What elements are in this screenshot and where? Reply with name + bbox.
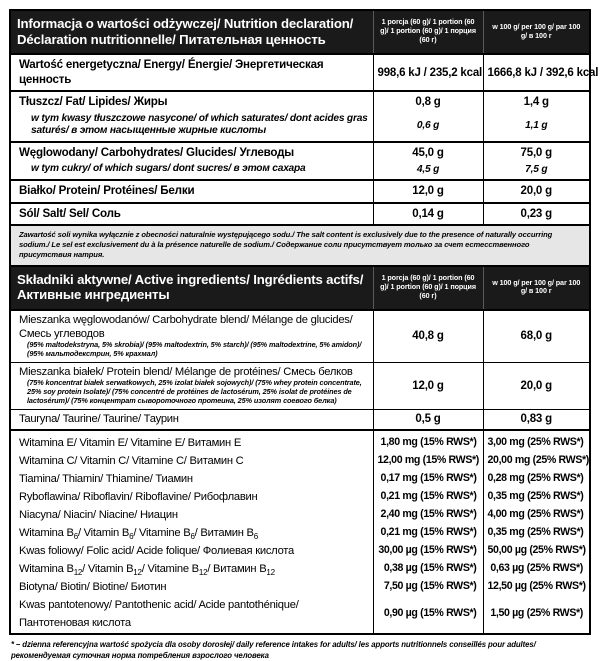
row-label: Wartość energetyczna/ Energy/ Énergie/ Энергетическая ценность: [19, 58, 324, 86]
row-label: Węglowodany/ Carbohydrates/ Glucides/ Углеводы: [19, 145, 294, 159]
vitamin-per100-value: 0,35 mg (25% RWS*): [487, 526, 584, 539]
vitamin-row: [11, 505, 589, 523]
vitamin-portion-value: 0,21 mg (15% RWS*): [373, 487, 483, 505]
footnote: * – dzienna referencyjna wartość spożycia dla osoby dorosłej/ daily reference intakes for adults/ les apports nutritionnels conseillés pour adultes/ рекомендуемая суточная норма потребления взрослого человека: [11, 640, 536, 660]
salt-note-cell: [11, 225, 589, 266]
subrow-portion-value: [373, 163, 483, 180]
nutrition-header-portion-cell: [373, 11, 483, 54]
vitamin-per100-value: 12,50 µg (25% RWS*): [487, 580, 586, 593]
row-portion-value: 45,0 g: [373, 142, 483, 163]
subrow-portion-text: 4,5 g: [416, 164, 440, 176]
vitamin-per100-value: 1,50 µg (25% RWS*): [490, 607, 583, 620]
vitamin-portion-value: 0,21 mg (15% RWS*): [373, 523, 483, 541]
vitamin-per100-value: 0,28 mg (25% RWS*): [487, 472, 584, 485]
subrow-per100-value: [483, 113, 589, 142]
row-portion-value: 0,14 g: [373, 203, 483, 225]
vitamin-label: Biotyna/ Biotin/ Biotine/ Биотин: [19, 581, 167, 594]
nutrition-header-title-cell: [11, 11, 373, 54]
active-header-row: [11, 266, 589, 310]
row-label-cell: [11, 362, 373, 409]
vitamin-label: Tiamina/ Thiamin/ Thiamine/ Тиамин: [19, 473, 193, 486]
vitamin-label: Kwas foliowy/ Folic acid/ Acide folique/ Фолиевая кислота: [19, 545, 295, 558]
vitamin-row: [11, 523, 589, 541]
vitamin-per100-value: 4,00 mg (25% RWS*): [487, 508, 584, 521]
vitamin-label: Niacyna/ Niacin/ Niacine/ Ниацин: [19, 509, 178, 522]
subrow-per100-text: 1,1 g: [525, 119, 548, 131]
table-row: [11, 91, 589, 112]
vitamin-label-cell: [11, 595, 373, 633]
vitamin-label-cell: [11, 559, 373, 577]
row-per100-value: 20,0 g: [483, 362, 589, 409]
row-per100-value: 68,0 g: [483, 310, 589, 362]
row-label: Białko/ Protein/ Protéines/ Белки: [19, 184, 195, 198]
vitamin-label-cell: [11, 451, 373, 469]
row-label: Tauryna/ Taurine/ Taurine/ Таурин: [19, 412, 179, 425]
table-subrow: [11, 163, 589, 180]
salt-note-row: [11, 225, 589, 266]
row-label: Tłuszcz/ Fat/ Lipides/ Жиры: [19, 95, 168, 109]
vitamin-label-cell: [11, 469, 373, 487]
subrow-label-cell: [11, 113, 373, 142]
active-header-title-cell: [11, 266, 373, 310]
row-per100-value: 20,0 g: [483, 180, 589, 202]
row-label: Sól/ Salt/ Sel/ Соль: [19, 206, 121, 220]
row-label-detail: (95% maltodekstryna, 5% skrobia)/ (95% maltodextrin, 5% starch)/ (95% maltodextrine, 5% amidon)/ (95% мальтодекстрин, 5% крахмал): [27, 340, 362, 358]
vitamin-label: Witamina E/ Vitamin E/ Vitamine E/ Витамин E: [19, 437, 242, 450]
row-label: Mieszanka białek/ Protein blend/ Mélange de protéines/ Смесь белков: [19, 365, 353, 378]
active-header-title: Składniki aktywne/ Active ingredients/ Ingrédients actifs/ Активные ингредиенты: [17, 271, 364, 303]
vitamin-label: Witamina C/ Vitamin C/ Vitamine C/ Витамин C: [19, 455, 244, 468]
row-portion-value: 12,0 g: [373, 362, 483, 409]
vitamin-label: Witamina $B_6/$ Vitamin $B_6/$ Vitamine $B_6/$ Витамин $B_6$: [19, 527, 258, 542]
row-per100-value: 1666,8 kJ / 392,6 kcal: [483, 54, 589, 91]
row-label: Mieszanka węglowodanów/ Carbohydrate blend/ Mélange de glucides/ Смесь углеводов: [19, 313, 353, 340]
subrow-portion-value: [373, 113, 483, 142]
table-row: [11, 310, 589, 362]
table-row: [11, 54, 589, 91]
nutrition-header-title: Informacja o wartości odżywczej/ Nutrition declaration/ Déclaration nutritionnelle/ Питательная ценность: [17, 16, 354, 47]
subrow-label: w tym cukry/ of which sugars/ dont sucres/ в этом сахара: [31, 163, 306, 175]
active-header-per100-cell: [483, 266, 589, 310]
row-label-cell: [11, 91, 373, 112]
vitamin-row: [11, 541, 589, 559]
row-label-cell: [11, 142, 373, 163]
vitamin-label-cell: [11, 430, 373, 451]
subrow-label: w tym kwasy tłuszczowe nasycone/ of which saturates/ dont acides gras saturés/ в этом насыщенные жирные кислоты: [31, 112, 368, 136]
row-portion-value: 0,8 g: [373, 91, 483, 112]
vitamin-row: [11, 451, 589, 469]
row-per100-value: 1,4 g: [483, 91, 589, 112]
vitamin-per100-value: 20,00 mg (25% RWS*): [487, 454, 589, 467]
subrow-label-cell: [11, 163, 373, 180]
table-row: [11, 362, 589, 409]
vitamin-portion-value: 2,40 mg (15% RWS*): [373, 505, 483, 523]
vitamin-per100-value: 0,35 mg (25% RWS*): [487, 490, 584, 503]
row-label-cell: [11, 54, 373, 91]
vitamin-label-cell: [11, 487, 373, 505]
nutrition-header-per100-label: w 100 g/ per 100 g/ par 100 g/ в 100 г: [492, 21, 581, 40]
salt-note-text: Zawartość soli wynika wyłącznie z obecności naturalnie występującego sodu./ The salt content is exclusively due to the presence of naturally occurring sodium./ Le sel est exclusivement du à la présence naturelle de sodium./ Содержание соли присутствует только за счет естесственного присутствия натрия.: [19, 230, 553, 259]
nutrition-label: [9, 9, 599, 635]
table-row: [11, 142, 589, 163]
vitamin-label-cell: [11, 505, 373, 523]
vitamin-portion-value: 30,00 µg (15% RWS*): [373, 541, 483, 559]
row-portion-value: 998,6 kJ / 235,2 kcal: [373, 54, 483, 91]
vitamin-label-cell: [11, 523, 373, 541]
vitamin-portion-value: 0,38 µg (15% RWS*): [373, 559, 483, 577]
row-portion-value: 0,5 g: [373, 409, 483, 430]
row-label-cell: [11, 180, 373, 202]
vitamin-portion-value: 0,90 µg (15% RWS*): [373, 595, 483, 633]
row-portion-value: 12,0 g: [373, 180, 483, 202]
active-header-portion-cell: [373, 266, 483, 310]
nutrition-header-per100-cell: [483, 11, 589, 54]
vitamin-label: Ryboflawina/ Riboflavin/ Riboflavine/ Рибофлавин: [19, 491, 258, 504]
row-label-cell: [11, 409, 373, 430]
vitamin-portion-value: 1,80 mg (15% RWS*): [373, 430, 483, 451]
vitamin-portion-value: 7,50 µg (15% RWS*): [373, 577, 483, 595]
row-portion-value: 40,8 g: [373, 310, 483, 362]
vitamin-label-cell: [11, 577, 373, 595]
nutrition-header-row: [11, 11, 589, 54]
row-label-cell: [11, 310, 373, 362]
row-per100-value: 0,83 g: [483, 409, 589, 430]
vitamin-row: [11, 577, 589, 595]
subrow-per100-text: 7,5 g: [525, 164, 548, 176]
table-row: [11, 203, 589, 225]
row-label-cell: [11, 203, 373, 225]
active-header-portion-label: 1 porcja (60 g)/ 1 portion (60 g)/ 1 portion (60 g)/ 1 порция (60 г): [380, 273, 476, 300]
table-subrow: [11, 113, 589, 142]
vitamin-row: [11, 469, 589, 487]
vitamin-label: Witamina $B_{12}/$ Vitamin $B_{12}/$ Vitamine $B_{12}/$ Витамин $B_{12}$: [19, 563, 275, 578]
row-label-detail: (75% koncentrat białek serwatkowych, 25% izolat białek sojowych)/ (75% whey protein concentrate, 25% soy protein Isolate)/ (75% concentré de protéines de lactosérum, 25% isolat de protéines de lactosérum)/ (75% концентрат сывороточного протеина, 25% изолят соевого белка): [27, 378, 362, 405]
subrow-per100-value: [483, 163, 589, 180]
vitamin-per100-value: 3,00 mg (25% RWS*): [483, 430, 589, 451]
vitamin-label: Kwas pantotenowy/ Pantothenic acid/ Acide pantothénique/ Пантотеновая кислота: [19, 599, 299, 630]
vitamin-portion-value: 12,00 mg (15% RWS*): [373, 451, 483, 469]
vitamin-portion-value: 0,17 mg (15% RWS*): [373, 469, 483, 487]
vitamin-row: [11, 487, 589, 505]
nutrition-header-portion-label: 1 porcja (60 g)/ 1 portion (60 g)/ 1 portion (60 g)/ 1 порция (60 г): [380, 17, 476, 44]
row-per100-value: 75,0 g: [483, 142, 589, 163]
vitamin-label-cell: [11, 541, 373, 559]
nutrition-table: [11, 11, 599, 633]
vitamin-row: [11, 559, 589, 577]
vitamin-per100-value: 50,00 µg (25% RWS*): [487, 544, 586, 557]
vitamin-per100-value: 0,63 µg (25% RWS*): [490, 562, 583, 575]
table-row: [11, 180, 589, 202]
subrow-portion-text: 0,6 g: [416, 119, 440, 131]
row-per100-value: 0,23 g: [483, 203, 589, 225]
table-row: [11, 409, 589, 430]
vitamin-row: [11, 430, 589, 451]
vitamin-row: [11, 595, 589, 633]
active-header-per100-label: w 100 g/ per 100 g/ par 100 g/ в 100 г: [492, 277, 581, 296]
